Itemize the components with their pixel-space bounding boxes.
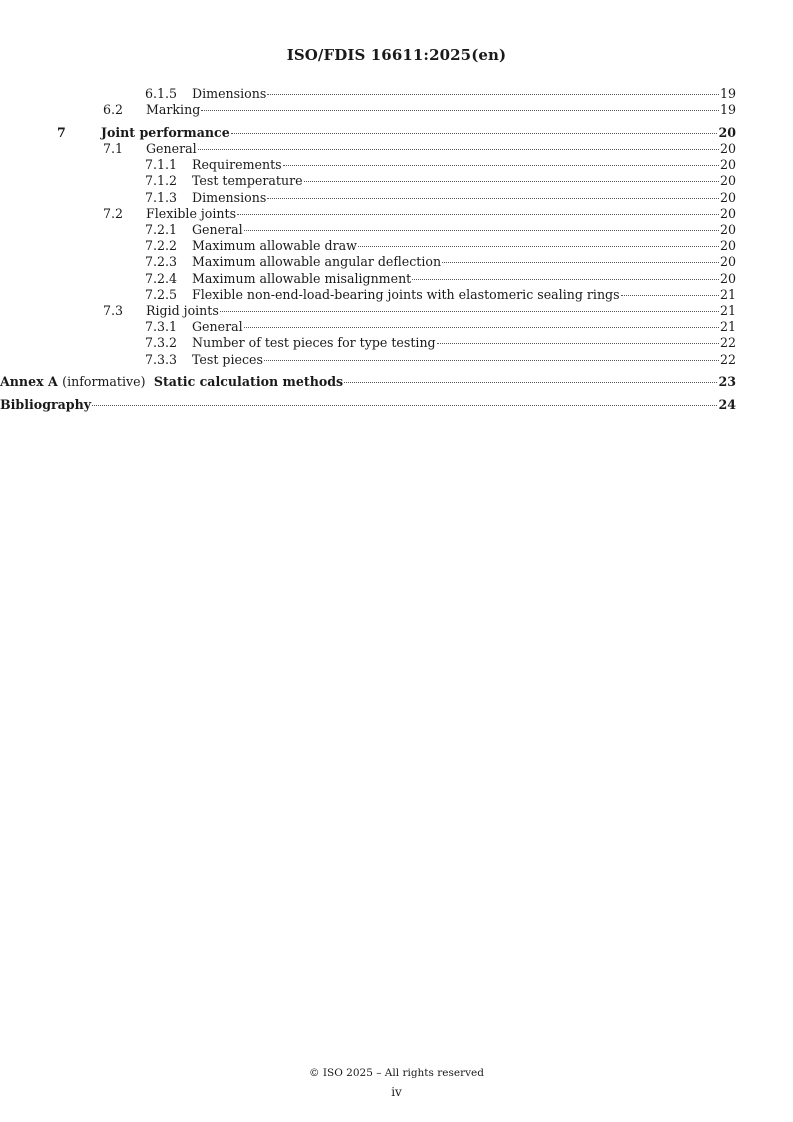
toc-entry-number: 7.3.3 — [145, 351, 178, 367]
dot-leader — [344, 382, 717, 383]
toc-entry-page: 24 — [718, 396, 736, 412]
toc-entry-page: 20 — [719, 205, 736, 221]
toc-entry-7-2-1[interactable] — [0, 222, 793, 238]
toc-entry-7-2-5[interactable] — [0, 287, 793, 303]
dot-leader — [358, 246, 719, 247]
toc-entry-number: 7.2.3 — [145, 254, 178, 270]
toc-entry-title: Test pieces — [192, 351, 263, 367]
toc-entry-page: 22 — [719, 351, 736, 367]
toc-entry-number: 7 — [57, 124, 66, 140]
toc-entry-7-2[interactable] — [0, 206, 793, 222]
toc-entry-number: 7.3.1 — [145, 319, 178, 335]
toc-entry-number: 7.1 — [103, 141, 124, 157]
dot-leader — [220, 311, 719, 312]
toc-entry-title: Joint performance — [101, 124, 230, 140]
toc-entry-page: 20 — [719, 254, 736, 270]
toc-entry-title: Requirements — [192, 157, 282, 173]
toc-entry-number: 7.2.5 — [145, 286, 178, 302]
toc-entry-number: 7.2.1 — [145, 222, 178, 237]
toc-entry-title: Dimensions — [192, 189, 267, 205]
dot-leader — [442, 262, 719, 263]
toc-entry-number: 7.1.3 — [145, 189, 178, 205]
toc-entry-title: Flexible non-end-load-bearing joints with elastomeric sealing rings — [192, 286, 620, 302]
toc-entry-7-3-3[interactable] — [0, 352, 793, 368]
toc-entry-6-1-5[interactable] — [0, 86, 793, 102]
toc-entry-page: 21 — [719, 286, 736, 302]
toc-entry-7-3-2[interactable] — [0, 335, 793, 351]
toc-entry-title: General — [192, 319, 243, 335]
toc-entry-title: Maximum allowable angular deflection — [192, 254, 442, 270]
toc-entry-7-2-3[interactable] — [0, 254, 793, 270]
toc-entry-number: 7.3 — [103, 302, 124, 318]
toc-entry-number: 7.3.2 — [145, 335, 178, 351]
toc-entry-7-3-1[interactable] — [0, 319, 793, 335]
toc-entry-title — [0, 374, 343, 390]
toc-entry-page: 20 — [719, 270, 736, 286]
toc-entry-page: 20 — [719, 238, 736, 254]
toc-entry-7-1-1[interactable] — [0, 157, 793, 173]
dot-leader — [92, 405, 717, 406]
toc-entry-7-1-3[interactable] — [0, 190, 793, 206]
dot-leader — [412, 279, 719, 280]
toc-entry-title: Maximum allowable misalignment — [192, 270, 412, 286]
dot-leader — [437, 343, 719, 344]
copyright-notice: © ISO 2025 – All rights reserved — [309, 1067, 484, 1079]
toc-entry-7-2-2[interactable] — [0, 238, 793, 254]
toc-entry-number: 7.2.2 — [145, 238, 178, 254]
toc-entry-page: 21 — [719, 302, 736, 318]
table-of-contents — [0, 86, 793, 413]
toc-entry-page: 20 — [719, 157, 736, 173]
toc-entry-number: 7.2 — [103, 205, 124, 221]
dot-leader — [267, 198, 719, 199]
toc-entry-7-3[interactable] — [0, 303, 793, 319]
dot-leader — [621, 295, 719, 296]
annex-label: Annex A — [0, 374, 58, 390]
toc-entry-page: 20 — [719, 141, 736, 157]
toc-entry-page: 22 — [719, 335, 736, 351]
toc-entry-title: Flexible joints — [146, 205, 237, 221]
toc-entry-annex-a[interactable] — [0, 374, 793, 390]
page-number: iv — [391, 1085, 402, 1099]
toc-entry-title: General — [146, 141, 197, 157]
toc-entry-page: 19 — [719, 102, 736, 118]
dot-leader — [304, 181, 719, 182]
toc-entry-title: Dimensions — [192, 86, 267, 101]
annex-title: Static calculation methods — [153, 374, 344, 390]
toc-entry-title: Bibliography — [0, 396, 92, 412]
dot-leader — [283, 165, 719, 166]
toc-entry-title: Test temperature — [192, 173, 303, 189]
toc-entry-number: 7.2.4 — [145, 270, 178, 286]
dot-leader — [244, 327, 719, 328]
dot-leader — [237, 214, 719, 215]
toc-entry-7[interactable] — [0, 125, 793, 141]
toc-entry-page: 20 — [719, 173, 736, 189]
toc-entry-page: 19 — [719, 86, 736, 101]
toc-entry-page: 21 — [719, 319, 736, 335]
toc-entry-page: 20 — [719, 222, 736, 237]
toc-entry-number: 6.1.5 — [145, 86, 178, 101]
dot-leader — [231, 133, 718, 134]
dot-leader — [244, 230, 719, 231]
dot-leader — [267, 94, 719, 95]
toc-entry-number: 7.1.2 — [145, 173, 178, 189]
toc-entry-title: Maximum allowable draw — [192, 238, 357, 254]
toc-entry-6-2[interactable] — [0, 102, 793, 118]
toc-entry-7-2-4[interactable] — [0, 271, 793, 287]
toc-entry-number: 7.1.1 — [145, 157, 178, 173]
dot-leader — [201, 110, 719, 111]
toc-entry-bibliography[interactable] — [0, 397, 793, 413]
toc-entry-page: 20 — [718, 124, 736, 140]
document-header: ISO/FDIS 16611:2025(en) — [286, 46, 507, 64]
toc-entry-title: Marking — [146, 102, 201, 118]
toc-entry-title: Rigid joints — [146, 302, 219, 318]
toc-entry-title: Number of test pieces for type testing — [192, 335, 436, 351]
dot-leader — [264, 360, 719, 361]
toc-entry-7-1[interactable] — [0, 141, 793, 157]
toc-entry-number: 6.2 — [103, 102, 124, 118]
dot-leader — [198, 149, 719, 150]
toc-entry-7-1-2[interactable] — [0, 173, 793, 189]
annex-qualifier: (informative) — [62, 374, 146, 390]
toc-entry-page: 23 — [718, 374, 736, 390]
toc-entry-page: 20 — [719, 189, 736, 205]
toc-entry-title: General — [192, 222, 243, 237]
